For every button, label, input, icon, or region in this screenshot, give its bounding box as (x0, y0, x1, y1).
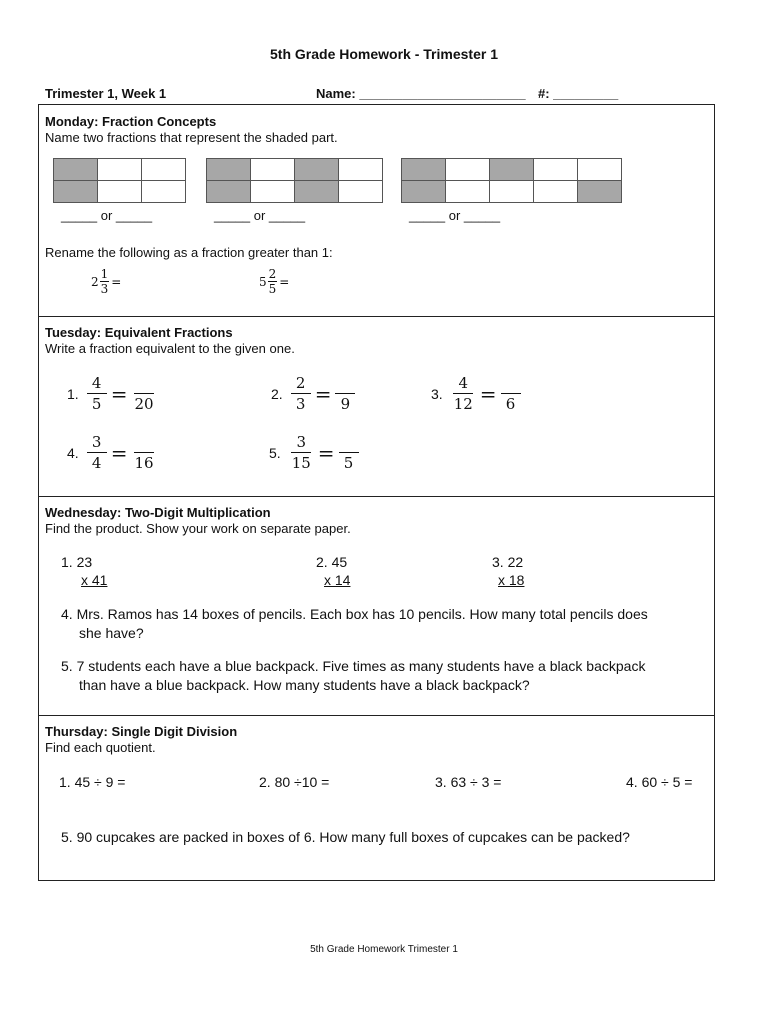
shaded-cell (402, 159, 446, 181)
equivalent-problem-3 (431, 373, 521, 414)
unshaded-cell (534, 181, 578, 203)
number-field[interactable]: #: _________ (538, 86, 619, 101)
answer-numerator[interactable] (339, 432, 359, 453)
equals-sign: = (317, 440, 335, 465)
word-problem-4 (61, 605, 648, 643)
wednesday-title: Wednesday: Two-Digit Multiplication (45, 505, 271, 520)
word-problem-5 (61, 657, 645, 695)
thursday-title: Thursday: Single Digit Division (45, 724, 238, 739)
unshaded-cell (98, 181, 142, 203)
unshaded-cell (142, 181, 186, 203)
division-problem-3: 3. 63 ÷ 3 = (435, 774, 502, 790)
name-field[interactable]: Name: _______________________ (316, 86, 526, 101)
multiplicand: 1. 23 (61, 554, 93, 570)
unshaded-cell (142, 159, 186, 181)
target-denominator: 16 (134, 454, 154, 472)
worksheet (38, 104, 715, 881)
target-denominator: 20 (134, 395, 154, 413)
week-label: Trimester 1, Week 1 (45, 86, 167, 101)
monday-instruction: Name two fractions that represent the shaded part. (45, 130, 338, 145)
problem-number: 2. (271, 385, 283, 402)
division-problem-1: 1. 45 ÷ 9 = (59, 774, 126, 790)
shaded-cell (295, 181, 339, 203)
multiplier: x 14 (324, 572, 351, 588)
wednesday-instruction: Find the product. Show your work on separate paper. (45, 521, 351, 536)
fraction-grid-1 (53, 158, 186, 203)
unshaded-cell (578, 159, 622, 181)
mixed-den: 3 (100, 282, 109, 296)
mixed-den: 5 (268, 282, 277, 296)
unshaded-cell (446, 159, 490, 181)
word-problem-line: than have a blue backpack. How many students have a black backpack? (79, 677, 530, 693)
given-numerator: 4 (87, 373, 107, 394)
multiplier: x 18 (498, 572, 525, 588)
equals-sign: = (110, 440, 128, 465)
rename-instruction: Rename the following as a fraction greater than 1: (45, 245, 333, 260)
unshaded-cell (98, 159, 142, 181)
mixed-number-1 (91, 267, 121, 296)
fraction-grid-3 (401, 158, 622, 203)
answer-numerator[interactable] (501, 373, 521, 394)
wednesday-section (39, 497, 714, 716)
given-denominator: 4 (91, 454, 102, 472)
given-denominator: 3 (295, 395, 306, 413)
multiplier: x 41 (81, 572, 108, 588)
multiplication-problem-1 (61, 553, 107, 589)
answer-blank-1[interactable]: _____ or _____ (61, 208, 153, 223)
monday-section (39, 105, 714, 317)
shaded-cell (295, 159, 339, 181)
shaded-cell (54, 159, 98, 181)
equivalent-problem-5 (269, 432, 359, 473)
word-problem-line: she have? (79, 625, 144, 641)
equivalent-problem-2 (271, 373, 355, 414)
shaded-cell (578, 181, 622, 203)
mixed-num: 2 (268, 267, 277, 281)
division-problem-2: 2. 80 ÷10 = (259, 774, 330, 790)
answer-blank-3[interactable]: _____ or _____ (409, 208, 501, 223)
multiplication-problem-3 (492, 553, 524, 589)
shaded-cell (207, 159, 251, 181)
given-denominator: 12 (453, 395, 473, 413)
problem-number: 1. (67, 385, 79, 402)
multiplicand: 2. 45 (316, 554, 348, 570)
equals-sign: = (314, 381, 332, 406)
multiplicand: 3. 22 (492, 554, 524, 570)
equals-sign: = (111, 274, 122, 289)
answer-blank-2[interactable]: _____ or _____ (214, 208, 306, 223)
equals-sign: = (279, 274, 290, 289)
mixed-whole: 2 (91, 274, 99, 289)
word-problem-line: 5. 7 students each have a blue backpack. Five times as many students have a black backpack (61, 658, 646, 674)
problem-number: 4. (67, 444, 79, 461)
equivalent-problem-1 (67, 373, 157, 414)
monday-title: Monday: Fraction Concepts (45, 114, 217, 129)
unshaded-cell (339, 181, 383, 203)
target-denominator: 5 (343, 454, 354, 472)
mixed-num: 1 (100, 267, 109, 281)
unshaded-cell (446, 181, 490, 203)
unshaded-cell (339, 159, 383, 181)
given-numerator: 4 (453, 373, 473, 394)
mixed-number-2 (259, 267, 289, 296)
word-problem-line: 4. Mrs. Ramos has 14 boxes of pencils. Each box has 10 pencils. How many total pencils does (61, 606, 648, 622)
page-footer: 5th Grade Homework Trimester 1 (310, 944, 458, 955)
unshaded-cell (534, 159, 578, 181)
given-denominator: 15 (291, 454, 311, 472)
answer-numerator[interactable] (134, 432, 154, 453)
unshaded-cell (490, 181, 534, 203)
division-problem-4: 4. 60 ÷ 5 = (626, 774, 693, 790)
answer-numerator[interactable] (335, 373, 355, 394)
thursday-instruction: Find each quotient. (45, 740, 156, 755)
division-word-problem: 5. 90 cupcakes are packed in boxes of 6. How many full boxes of cupcakes can be packed? (61, 829, 630, 845)
target-denominator: 9 (340, 395, 351, 413)
given-numerator: 3 (291, 432, 311, 453)
fraction-grid-2 (206, 158, 383, 203)
equivalent-problem-4 (67, 432, 157, 473)
page-title: 5th Grade Homework - Trimester 1 (270, 46, 498, 62)
shaded-cell (54, 181, 98, 203)
shaded-cell (207, 181, 251, 203)
multiplication-problem-2 (316, 553, 350, 589)
mixed-whole: 5 (259, 274, 267, 289)
unshaded-cell (251, 181, 295, 203)
problem-number: 5. (269, 444, 281, 461)
unshaded-cell (251, 159, 295, 181)
given-numerator: 3 (87, 432, 107, 453)
answer-numerator[interactable] (134, 373, 154, 394)
problem-number: 3. (431, 385, 443, 402)
shaded-cell (402, 181, 446, 203)
shaded-cell (490, 159, 534, 181)
given-denominator: 5 (91, 395, 102, 413)
tuesday-instruction: Write a fraction equivalent to the given one. (45, 341, 295, 356)
target-denominator: 6 (505, 395, 516, 413)
tuesday-section (39, 317, 714, 497)
equals-sign: = (110, 381, 128, 406)
equals-sign: = (479, 381, 497, 406)
tuesday-title: Tuesday: Equivalent Fractions (45, 325, 233, 340)
thursday-section (39, 716, 714, 882)
given-numerator: 2 (291, 373, 311, 394)
